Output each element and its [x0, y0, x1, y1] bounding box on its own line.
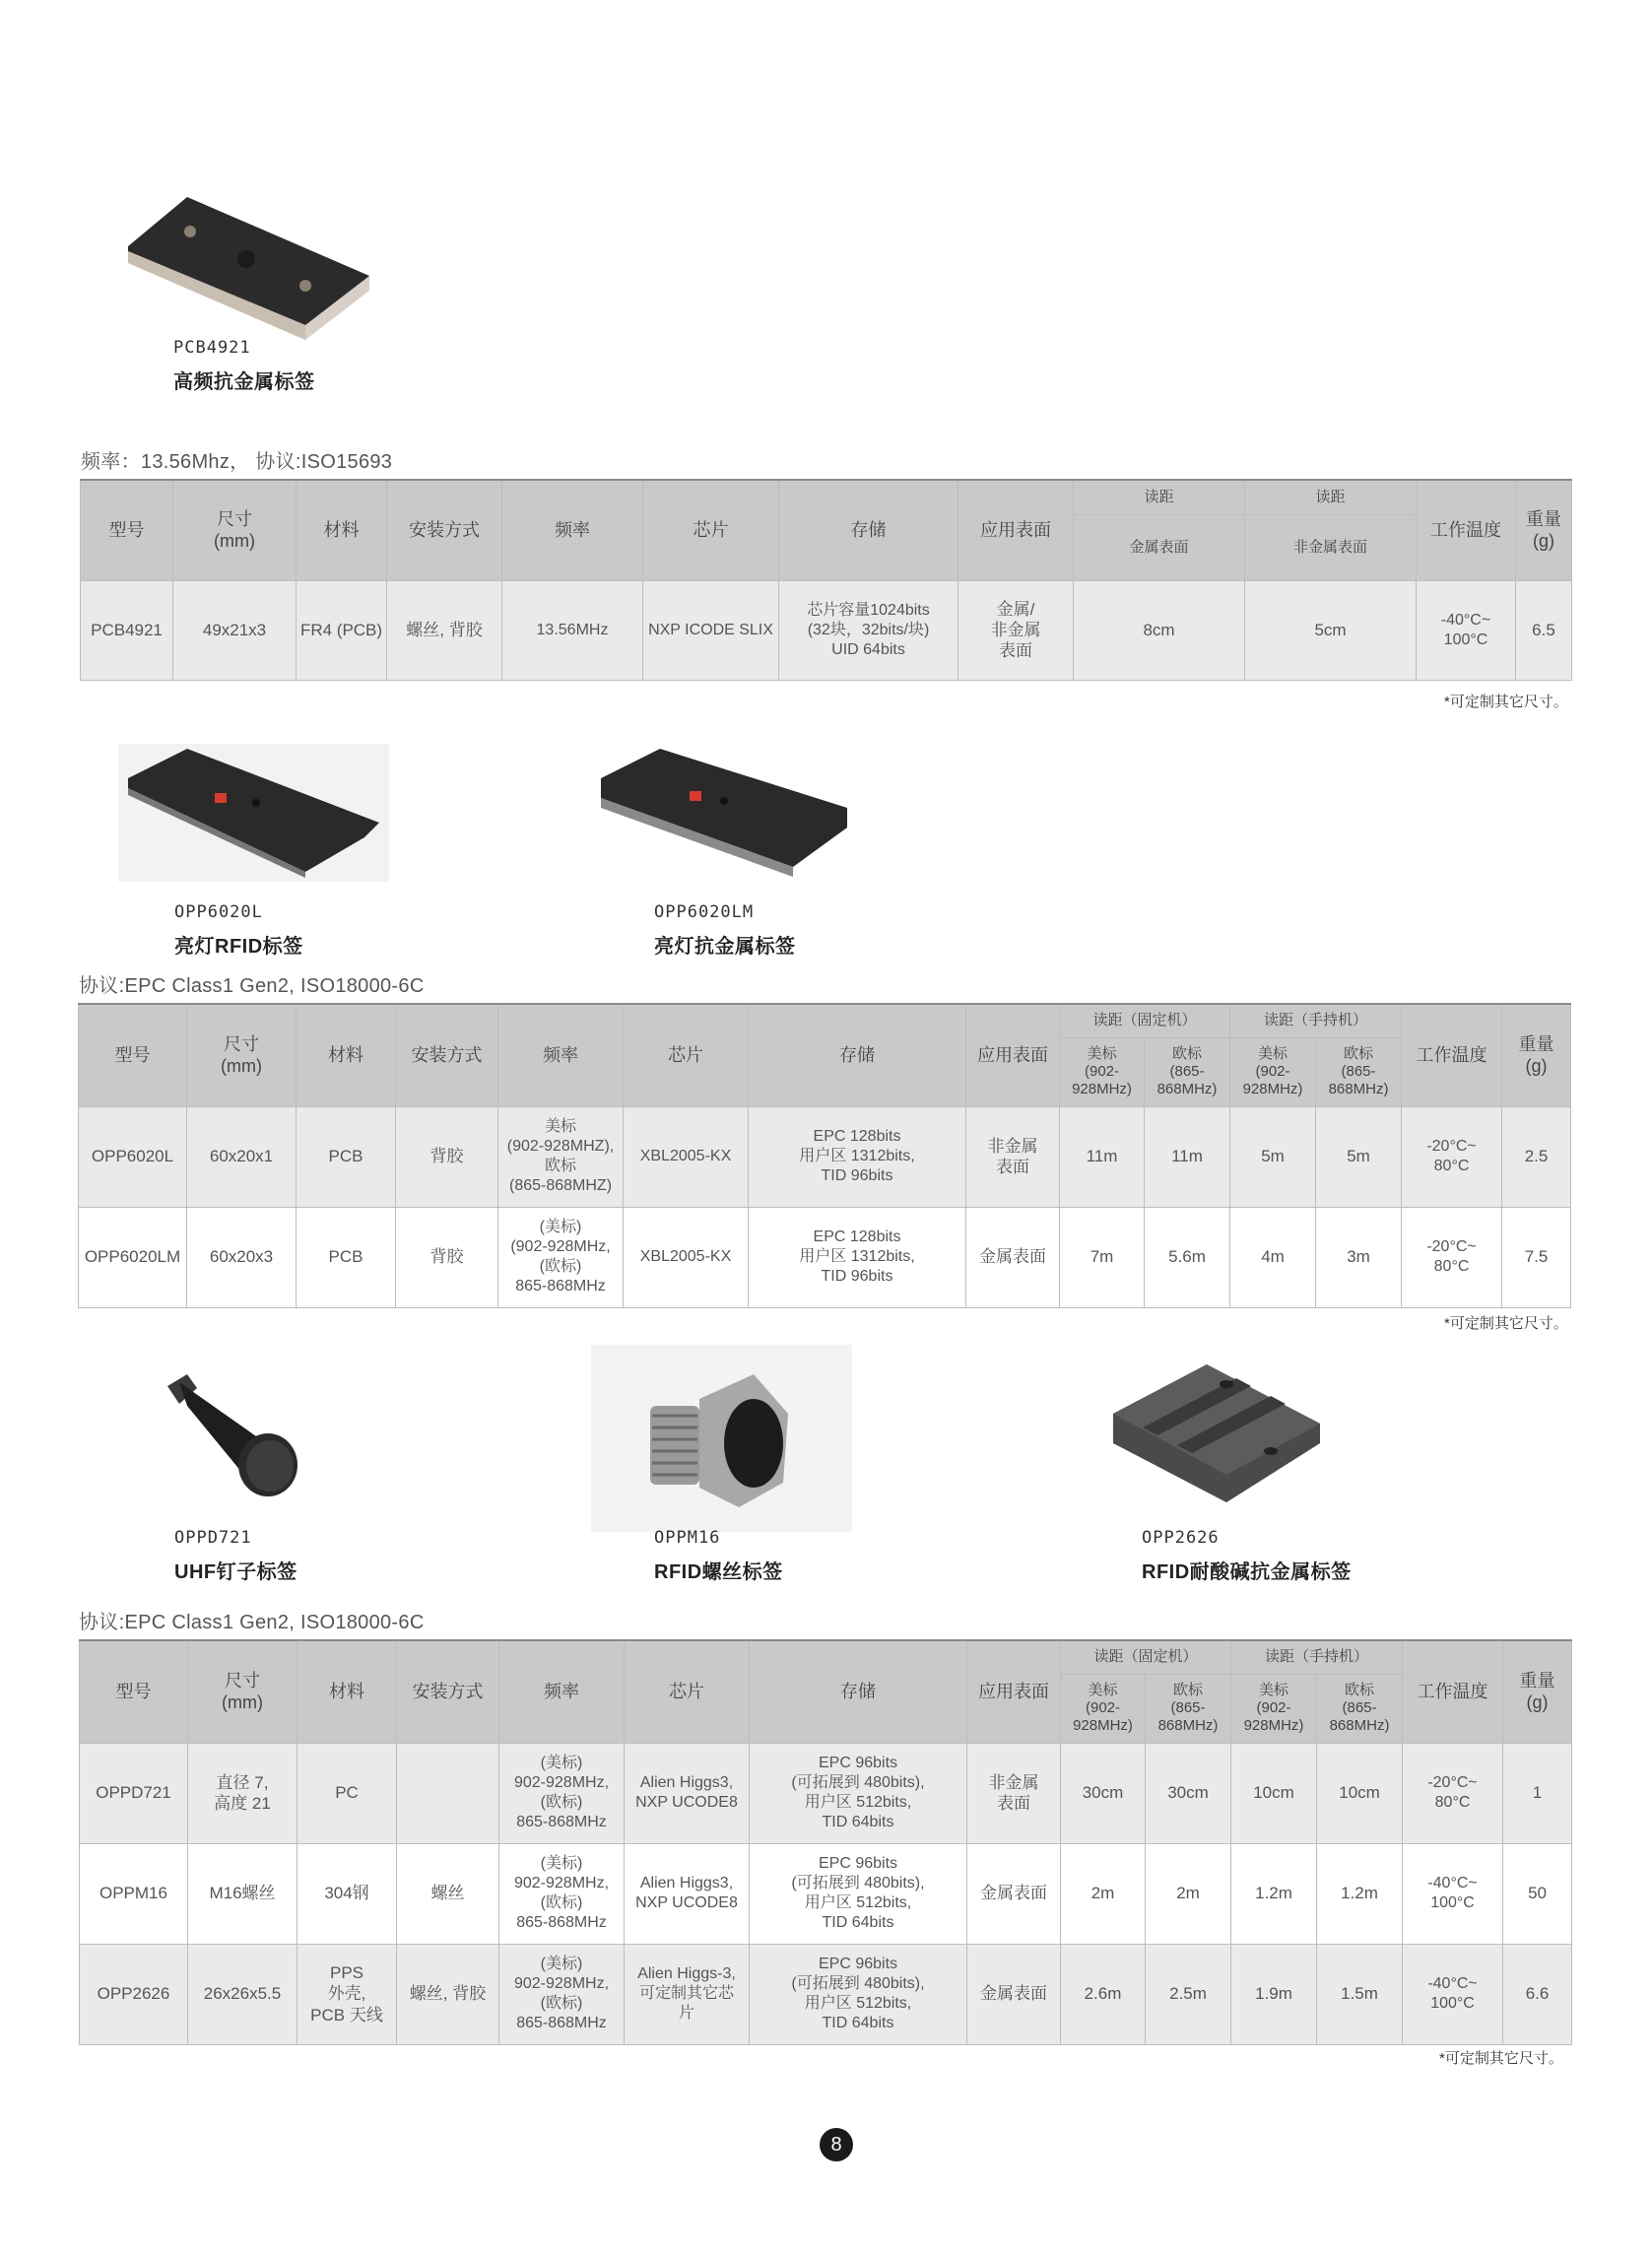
product-name: UHF钉子标签	[174, 1561, 297, 1583]
header-model: 型号	[79, 1004, 187, 1106]
cell-hand-us: 1.2m	[1231, 1843, 1317, 1944]
cell-surface: 金属/ 非金属 表面	[958, 580, 1074, 680]
table-row	[79, 1106, 1571, 1207]
header-range-handheld: 读距（手持机）	[1230, 1004, 1402, 1037]
header-range-fixed: 读距（固定机）	[1061, 1640, 1231, 1674]
cell-weight: 7.5	[1502, 1207, 1571, 1307]
cell-mount: 螺丝, 背胶	[387, 580, 502, 680]
cell-material: 304钢	[297, 1843, 397, 1944]
cell-frequency: (美标) (902-928MHz, (欧标) 865-868MHz	[498, 1207, 624, 1307]
header-range-fixed: 读距（固定机）	[1060, 1004, 1230, 1037]
oppd721-photo	[167, 1374, 305, 1502]
header-size: 尺寸 (mm)	[173, 480, 297, 580]
cell-hand-eu: 5m	[1316, 1106, 1402, 1207]
header-model: 型号	[81, 480, 173, 580]
cell-frequency: (美标) 902-928MHz, (欧标) 865-868MHz	[499, 1843, 625, 1944]
table-row	[80, 1843, 1572, 1944]
header-fixed-eu: 欧标 (865- 868MHz)	[1145, 1037, 1230, 1106]
product-oppm16	[654, 1528, 783, 1584]
spec-table-uhf-light	[78, 1003, 1571, 1308]
cell-fixed-us: 2.6m	[1061, 1944, 1146, 2044]
header-surface: 应用表面	[958, 480, 1074, 580]
product-model: OPP2626	[1142, 1528, 1220, 1548]
product-oppd721	[174, 1528, 297, 1584]
product-model: OPPD721	[174, 1528, 252, 1548]
cell-fixed-us: 2m	[1061, 1843, 1146, 1944]
product-name: 亮灯RFID标签	[174, 936, 303, 958]
opp6020lm-photo	[596, 744, 857, 882]
header-storage: 存储	[750, 1640, 967, 1743]
cell-storage: EPC 96bits (可拓展到 480bits), 用户区 512bits, TID 64bits	[750, 1944, 967, 2044]
header-temperature: 工作温度	[1402, 1004, 1502, 1106]
cell-weight: 1	[1503, 1743, 1572, 1843]
cell-chip: XBL2005-KX	[624, 1106, 749, 1207]
header-mount: 安装方式	[397, 1640, 499, 1743]
cell-storage: EPC 96bits (可拓展到 480bits), 用户区 512bits, TID 64bits	[750, 1843, 967, 1944]
cell-model: PCB4921	[81, 580, 173, 680]
section1-caption: 频率：13.56Mhz， 协议:ISO15693	[81, 451, 393, 473]
cell-weight: 2.5	[1502, 1106, 1571, 1207]
header-chip: 芯片	[643, 480, 779, 580]
opp2626-photo	[1108, 1364, 1325, 1512]
cell-hand-us: 10cm	[1231, 1743, 1317, 1843]
cell-weight: 6.5	[1516, 580, 1572, 680]
cell-range-metal: 8cm	[1074, 580, 1245, 680]
cell-storage: EPC 128bits 用户区 1312bits, TID 96bits	[749, 1207, 966, 1307]
cell-surface: 金属表面	[967, 1944, 1061, 2044]
table-row	[81, 580, 1572, 680]
cell-model: OPP2626	[80, 1944, 188, 2044]
header-hand-eu: 欧标 (865- 868MHz)	[1316, 1037, 1402, 1106]
cell-temperature: -40°C~ 100°C	[1403, 1944, 1503, 2044]
header-hand-us: 美标 (902- 928MHz)	[1231, 1674, 1317, 1743]
cell-chip: Alien Higgs3, NXP UCODE8	[625, 1843, 750, 1944]
product-model: OPP6020LM	[654, 902, 755, 922]
header-material: 材料	[297, 1640, 397, 1743]
cell-material: PPS 外壳, PCB 天线	[297, 1944, 397, 2044]
cell-mount: 背胶	[396, 1106, 498, 1207]
header-temperature: 工作温度	[1417, 480, 1516, 580]
opp6020l-photo	[118, 744, 389, 882]
cell-frequency: 美标 (902-928MHZ), 欧标 (865-868MHZ)	[498, 1106, 624, 1207]
header-read-range: 读距	[1245, 480, 1417, 514]
cell-hand-eu: 10cm	[1317, 1743, 1403, 1843]
product-opp6020l	[174, 902, 303, 959]
cell-temperature: -40°C~ 100°C	[1417, 580, 1516, 680]
product-pcb4921	[173, 338, 315, 394]
header-storage: 存储	[749, 1004, 966, 1106]
product-model: OPP6020L	[174, 902, 263, 922]
cell-surface: 金属表面	[966, 1207, 1060, 1307]
header-model: 型号	[80, 1640, 188, 1743]
header-weight: 重量 (g)	[1503, 1640, 1572, 1743]
cell-hand-us: 4m	[1230, 1207, 1316, 1307]
cell-fixed-us: 30cm	[1061, 1743, 1146, 1843]
oppm16-photo	[591, 1345, 852, 1532]
header-chip: 芯片	[625, 1640, 750, 1743]
header-fixed-eu: 欧标 (865- 868MHz)	[1146, 1674, 1231, 1743]
cell-material: FR4 (PCB)	[297, 580, 387, 680]
header-size: 尺寸 (mm)	[187, 1004, 297, 1106]
cell-mount: 螺丝	[397, 1843, 499, 1944]
product-name: RFID螺丝标签	[654, 1561, 783, 1583]
header-range-handheld: 读距（手持机）	[1231, 1640, 1403, 1674]
cell-fixed-eu: 2.5m	[1146, 1944, 1231, 2044]
cell-mount: 背胶	[396, 1207, 498, 1307]
cell-temperature: -40°C~ 100°C	[1403, 1843, 1503, 1944]
cell-fixed-eu: 2m	[1146, 1843, 1231, 1944]
header-hand-eu: 欧标 (865- 868MHz)	[1317, 1674, 1403, 1743]
product-name: 高频抗金属标签	[173, 371, 315, 393]
section1-note: *可定制其它尺寸。	[1444, 694, 1568, 710]
cell-size: 60x20x3	[187, 1207, 297, 1307]
section2-note: *可定制其它尺寸。	[1444, 1315, 1568, 1332]
product-opp2626	[1142, 1528, 1352, 1584]
cell-fixed-eu: 5.6m	[1145, 1207, 1230, 1307]
cell-model: OPP6020LM	[79, 1207, 187, 1307]
section2-caption: 协议:EPC Class1 Gen2, ISO18000-6C	[79, 975, 425, 997]
header-frequency: 频率	[498, 1004, 624, 1106]
cell-size: 49x21x3	[173, 580, 297, 680]
cell-temperature: -20°C~ 80°C	[1402, 1207, 1502, 1307]
header-temperature: 工作温度	[1403, 1640, 1503, 1743]
table-row	[79, 1207, 1571, 1307]
cell-fixed-us: 7m	[1060, 1207, 1145, 1307]
cell-chip: NXP ICODE SLIX	[643, 580, 779, 680]
product-name: RFID耐酸碱抗金属标签	[1142, 1561, 1352, 1583]
product-model: OPPM16	[654, 1528, 721, 1548]
cell-surface: 非金属 表面	[967, 1743, 1061, 1843]
cell-hand-eu: 1.2m	[1317, 1843, 1403, 1944]
header-material: 材料	[297, 1004, 396, 1106]
table-row	[80, 1743, 1572, 1843]
cell-chip: Alien Higgs3, NXP UCODE8	[625, 1743, 750, 1843]
header-chip: 芯片	[624, 1004, 749, 1106]
header-weight: 重量 (g)	[1516, 480, 1572, 580]
header-mount: 安装方式	[396, 1004, 498, 1106]
cell-chip: XBL2005-KX	[624, 1207, 749, 1307]
cell-surface: 非金属 表面	[966, 1106, 1060, 1207]
section3-note: *可定制其它尺寸。	[1439, 2050, 1563, 2067]
cell-storage: EPC 96bits (可拓展到 480bits), 用户区 512bits, TID 64bits	[750, 1743, 967, 1843]
cell-weight: 6.6	[1503, 1944, 1572, 2044]
cell-range-nonmetal: 5cm	[1245, 580, 1417, 680]
page-number: 8	[820, 2128, 853, 2161]
cell-size: 60x20x1	[187, 1106, 297, 1207]
product-model: PCB4921	[173, 338, 251, 358]
spec-table-uhf	[79, 1639, 1572, 2045]
cell-model: OPPM16	[80, 1843, 188, 1944]
cell-frequency: (美标) 902-928MHz, (欧标) 865-868MHz	[499, 1944, 625, 2044]
header-storage: 存储	[779, 480, 958, 580]
cell-storage: 芯片容量1024bits (32块，32bits/块) UID 64bits	[779, 580, 958, 680]
cell-hand-eu: 1.5m	[1317, 1944, 1403, 2044]
header-range-nonmetal: 非金属表面	[1245, 514, 1417, 580]
cell-material: PCB	[297, 1207, 396, 1307]
cell-fixed-eu: 30cm	[1146, 1743, 1231, 1843]
cell-chip: Alien Higgs-3, 可定制其它芯 片	[625, 1944, 750, 2044]
cell-mount	[397, 1743, 499, 1843]
cell-model: OPP6020L	[79, 1106, 187, 1207]
cell-size: 26x26x5.5	[188, 1944, 297, 2044]
header-fixed-us: 美标 (902- 928MHz)	[1060, 1037, 1145, 1106]
header-surface: 应用表面	[966, 1004, 1060, 1106]
cell-model: OPPD721	[80, 1743, 188, 1843]
cell-material: PCB	[297, 1106, 396, 1207]
header-mount: 安装方式	[387, 480, 502, 580]
pcb4921-photo	[128, 192, 374, 340]
cell-hand-us: 1.9m	[1231, 1944, 1317, 2044]
header-range-metal: 金属表面	[1074, 514, 1245, 580]
spec-table-hf	[80, 479, 1572, 681]
header-surface: 应用表面	[967, 1640, 1061, 1743]
section3-caption: 协议:EPC Class1 Gen2, ISO18000-6C	[79, 1612, 425, 1633]
cell-frequency: 13.56MHz	[502, 580, 643, 680]
cell-temperature: -20°C~ 80°C	[1402, 1106, 1502, 1207]
cell-fixed-us: 11m	[1060, 1106, 1145, 1207]
cell-fixed-eu: 11m	[1145, 1106, 1230, 1207]
header-frequency: 频率	[499, 1640, 625, 1743]
cell-surface: 金属表面	[967, 1843, 1061, 1944]
header-weight: 重量 (g)	[1502, 1004, 1571, 1106]
cell-hand-eu: 3m	[1316, 1207, 1402, 1307]
header-fixed-us: 美标 (902- 928MHz)	[1061, 1674, 1146, 1743]
cell-mount: 螺丝, 背胶	[397, 1944, 499, 2044]
cell-weight: 50	[1503, 1843, 1572, 1944]
table-row	[80, 1944, 1572, 2044]
product-opp6020lm	[654, 902, 796, 959]
header-frequency: 频率	[502, 480, 643, 580]
cell-material: PC	[297, 1743, 397, 1843]
header-size: 尺寸 (mm)	[188, 1640, 297, 1743]
cell-size: 直径 7, 高度 21	[188, 1743, 297, 1843]
header-material: 材料	[297, 480, 387, 580]
cell-temperature: -20°C~ 80°C	[1403, 1743, 1503, 1843]
cell-storage: EPC 128bits 用户区 1312bits, TID 96bits	[749, 1106, 966, 1207]
cell-frequency: (美标) 902-928MHz, (欧标) 865-868MHz	[499, 1743, 625, 1843]
cell-size: M16螺丝	[188, 1843, 297, 1944]
header-hand-us: 美标 (902- 928MHz)	[1230, 1037, 1316, 1106]
product-name: 亮灯抗金属标签	[654, 936, 796, 958]
header-read-range: 读距	[1074, 480, 1245, 514]
cell-hand-us: 5m	[1230, 1106, 1316, 1207]
